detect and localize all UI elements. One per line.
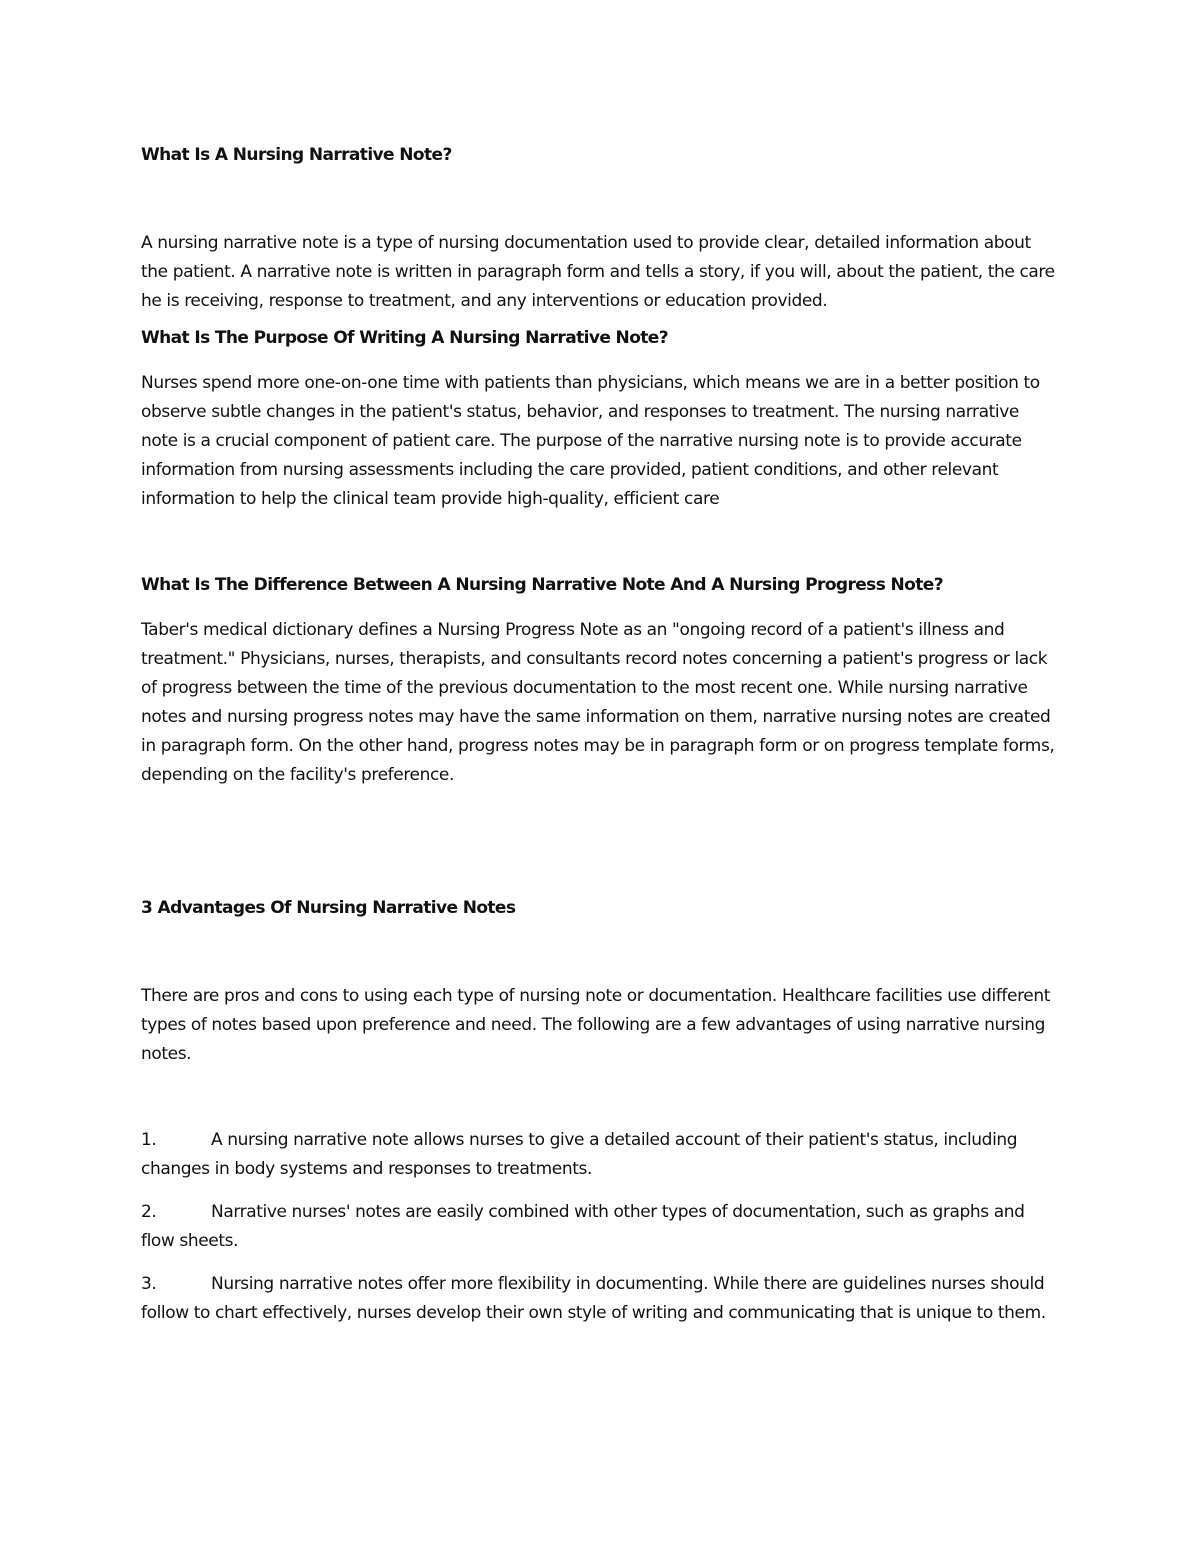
list-item-text: Narrative nurses' notes are easily combined with other types of documentation, such as graphs and flow sheets. — [141, 1202, 1025, 1251]
section-heading-difference: What Is The Difference Between A Nursing Narrative Note And A Nursing Progress Note? — [141, 575, 943, 595]
section-heading-advantages: 3 Advantages Of Nursing Narrative Notes — [141, 898, 516, 918]
section-body-advantages: There are pros and cons to using each type of nursing note or documentation. Healthcare facilities use different types of notes based upon preference and need. The following are a few advantages of using narrative nursing notes. — [141, 986, 1050, 1064]
list-item-number: 3. — [141, 1274, 157, 1294]
section-body-purpose: Nurses spend more one-on-one time with patients than physicians, which means we are in a better position to observe subtle changes in the patient's status, behavior, and responses to treatment. The nursing narrative note is a crucial component of patient care. The purpose of the narrative nursing note is to provide accurate information from nursing assessments including the care provided, patient conditions, and other relevant information to help the clinical team provide high-quality, efficient care — [141, 373, 1040, 509]
list-item — [141, 1126, 1056, 1184]
section-body-difference: Taber's medical dictionary defines a Nursing Progress Note as an "ongoing record of a patient's illness and treatment." Physicians, nurses, therapists, and consultants record notes concerning a patient's progress or lack of progress between the time of the previous documentation to the most recent one. While nursing narrative notes and nursing progress notes may have the same information on them, narrative nursing notes are created in paragraph form. On the other hand, progress notes may be in paragraph form or on progress template forms, depending on the facility's preference. — [141, 620, 1055, 785]
document-content — [141, 143, 1056, 1342]
list-item-number: 2. — [141, 1202, 157, 1222]
list-item — [141, 1270, 1056, 1328]
section-heading-what-is: What Is A Nursing Narrative Note? — [141, 145, 452, 165]
list-item-number: 1. — [141, 1130, 157, 1150]
section-body-what-is: A nursing narrative note is a type of nursing documentation used to provide clear, detailed information about the patient. A narrative note is written in paragraph form and tells a story, if you will, about the patient, the care he is receiving, response to treatment, and any interventions or education provided. — [141, 233, 1055, 311]
list-item-text: A nursing narrative note allows nurses to give a detailed account of their patient's status, including changes in body systems and responses to treatments. — [141, 1130, 1018, 1179]
list-item — [141, 1198, 1056, 1256]
list-item-text: Nursing narrative notes offer more flexibility in documenting. While there are guidelines nurses should follow to chart effectively, nurses develop their own style of writing and communicating that is unique to them. — [141, 1274, 1046, 1323]
section-heading-purpose: What Is The Purpose Of Writing A Nursing Narrative Note? — [141, 328, 668, 348]
advantages-list — [141, 1126, 1056, 1328]
